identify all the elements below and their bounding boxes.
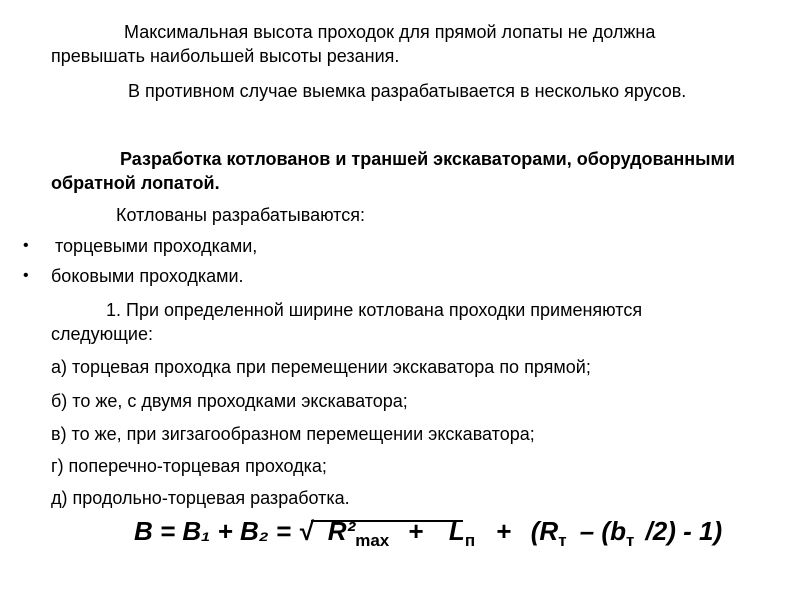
- heading-backhoe-line1: Разработка котлованов и траншей экскаваторами, оборудованными: [120, 149, 735, 169]
- width-formula: [134, 516, 722, 560]
- formula-open: (R: [530, 516, 559, 546]
- list-item: в) то же, при зигзагообразном перемещении экскаватора;: [51, 424, 535, 444]
- formula-plus: +: [408, 516, 424, 546]
- bullet-marker: •: [23, 267, 29, 284]
- formula-dash: – (b: [579, 516, 626, 546]
- formula-r-subscript: max: [355, 531, 390, 550]
- formula-bt-subscript: т: [625, 531, 635, 550]
- list-item: г) поперечно-торцевая проходка;: [51, 456, 327, 476]
- formula-l-subscript: п: [464, 531, 476, 550]
- formula-lhs: B = B₁ + B₂ = √: [134, 516, 313, 546]
- point-1-text: 1. При определенной ширине котлована проходки применяются: [106, 300, 643, 320]
- paragraph-max-height-line1: Максимальная высота проходок для прямой лопаты не должна: [124, 22, 656, 42]
- list-item: д) продольно-торцевая разработка.: [51, 488, 350, 508]
- formula-close: /2) - 1): [645, 516, 723, 546]
- list-item: б) то же, с двумя проходками экскаватора;: [51, 391, 408, 411]
- formula-plus: +: [496, 516, 512, 546]
- intro-pits-developed: Котлованы разрабатываются:: [116, 205, 365, 225]
- bullet-text: торцевыми проходками,: [55, 236, 258, 256]
- paragraph-max-height-line2: превышать наибольшей высоты резания.: [51, 46, 400, 66]
- point-1-line1: [106, 298, 642, 322]
- bullet-text: боковыми проходками.: [51, 266, 244, 286]
- formula-r: R²: [327, 516, 356, 546]
- bullet-marker: •: [23, 237, 29, 254]
- list-item: а) торцевая проходка при перемещении экскаватора по прямой;: [51, 357, 591, 377]
- formula-l: L: [448, 516, 465, 546]
- point-1-line2: следующие:: [51, 324, 153, 344]
- heading-backhoe-line2: обратной лопатой.: [51, 173, 220, 193]
- paragraph-multiple-tiers: В противном случае выемка разрабатывается в несколько ярусов.: [128, 81, 687, 101]
- formula-rt-subscript: т: [558, 531, 567, 550]
